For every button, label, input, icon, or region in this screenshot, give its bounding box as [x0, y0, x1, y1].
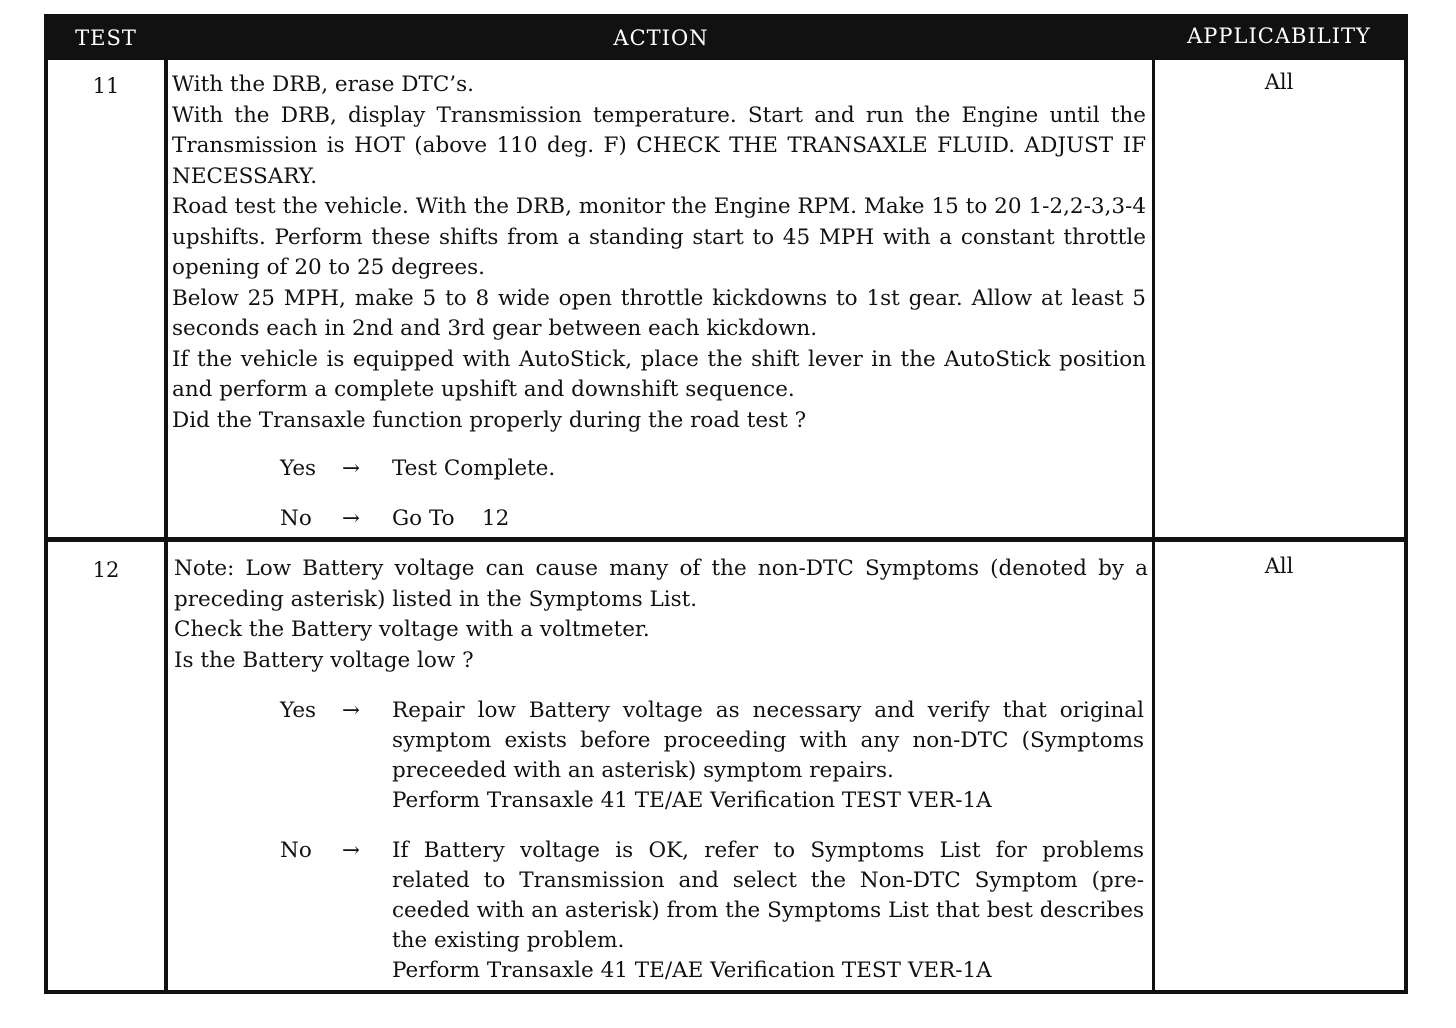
yes-text-main: Repair low Battery voltage as necessary and verify that original symptom exists before proceeding with any non-DTC (Symptoms preceeded with an asterisk) symptom repairs.	[392, 698, 1144, 783]
action-line: Did the Transaxle function properly during the road test ?	[172, 407, 807, 433]
yes-text	[392, 696, 1144, 816]
arrow-icon: →	[342, 698, 361, 723]
column-divider-applicability	[1152, 60, 1155, 994]
action-text	[172, 70, 1146, 436]
yes-text: Test Complete.	[392, 456, 556, 481]
table-header	[48, 18, 1404, 60]
header-applicability: APPLICABILITY	[1187, 24, 1371, 48]
arrow-icon: →	[342, 838, 361, 863]
no-text	[392, 836, 1144, 986]
action-line: Note: Low Battery voltage can cause many of the non-DTC Symptoms (denoted by a preceding asterisk) listed in the Symptoms List.	[174, 556, 1148, 612]
action-line: Is the Battery voltage low ?	[174, 647, 474, 673]
action-line: Below 25 MPH, make 5 to 8 wide open throttle kickdowns to 1st gear. Allow at least 5 seconds each in 2nd and 3rd gear between each kickdown.	[172, 285, 1146, 341]
header-action: ACTION	[613, 26, 709, 50]
test-number: 12	[92, 558, 120, 582]
no-label: No	[280, 506, 312, 531]
no-text-verification: Perform Transaxle 41 TE/AE Verification TEST VER-1A	[392, 958, 992, 983]
yes-label: Yes	[280, 456, 317, 481]
arrow-icon: →	[342, 506, 361, 531]
no-label: No	[280, 838, 312, 863]
action-line: If the vehicle is equipped with AutoStick, place the shift lever in the AutoStick position and perform a complete upshift and downshift sequence.	[172, 346, 1146, 402]
action-text	[174, 554, 1148, 676]
arrow-icon: →	[342, 456, 361, 481]
column-divider-test	[164, 60, 168, 994]
yes-text-verification: Perform Transaxle 41 TE/AE Verification TEST VER-1A	[392, 788, 992, 813]
yes-label: Yes	[280, 698, 317, 723]
test-number: 11	[92, 74, 120, 98]
header-test: TEST	[75, 26, 137, 50]
action-line: With the DRB, erase DTC’s.	[172, 72, 474, 97]
applicability-value: All	[1264, 554, 1294, 578]
row-divider	[48, 537, 1404, 542]
no-text: Go To 12	[392, 506, 510, 531]
diagnostic-table	[44, 14, 1408, 994]
action-line: Check the Battery voltage with a voltmeter.	[174, 617, 650, 642]
applicability-value: All	[1264, 70, 1294, 94]
no-text-main: If Battery voltage is OK, refer to Symptoms List for problems related to Transmission and select the Non-DTC Symptom (preceeded with an asterisk) from the Symptoms List that best describes the existing problem.	[392, 838, 1144, 953]
action-line: With the DRB, display Transmission temperature. Start and run the Engine until the Transmission is HOT (above 110 deg. F) CHECK THE TRANSAXLE FLUID. ADJUST IF NECESSARY.	[172, 102, 1146, 189]
action-line: Road test the vehicle. With the DRB, monitor the Engine RPM. Make 15 to 20 1-2,2-3,3-4 upshifts. Perform these shifts from a standing start to 45 MPH with a constant throttle opening of 20 to 25 degrees.	[172, 194, 1146, 280]
